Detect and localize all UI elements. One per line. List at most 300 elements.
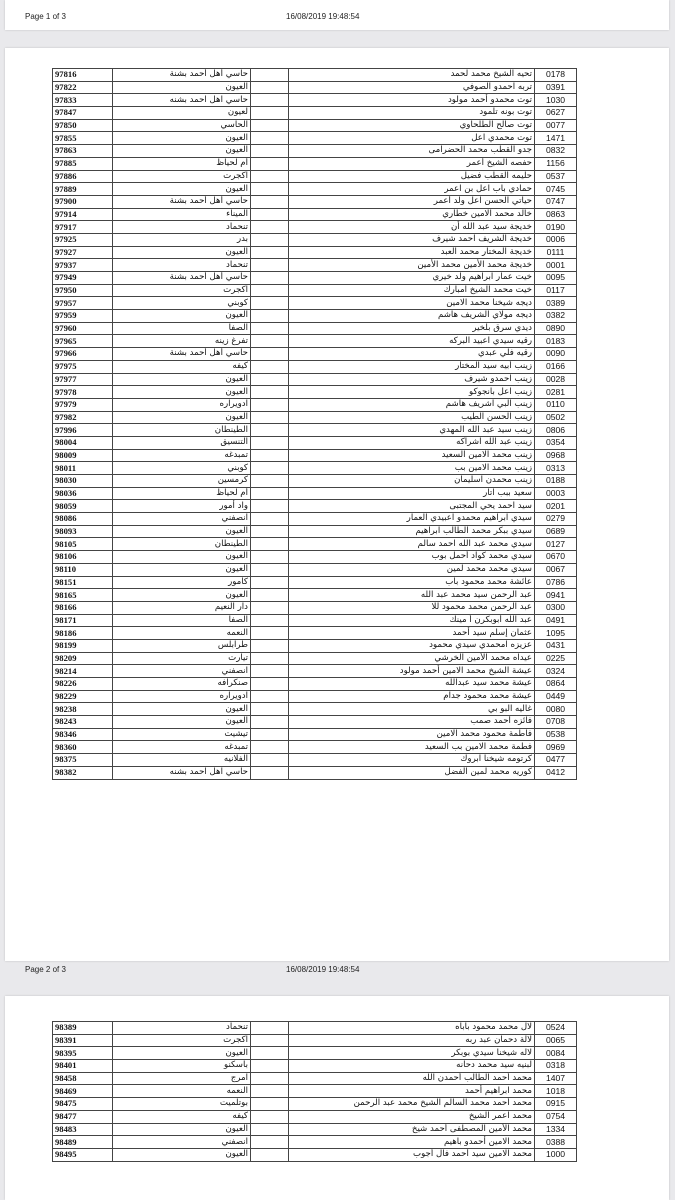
code-cell: 0117 <box>535 284 577 297</box>
place-cell: كامور <box>113 576 251 589</box>
spacer-cell <box>251 183 289 196</box>
spacer-cell <box>251 322 289 335</box>
name-cell: حفصه الشيخ أعمر <box>289 157 535 170</box>
table-row <box>53 665 577 678</box>
table-row <box>53 411 577 424</box>
code-cell: 0225 <box>535 652 577 665</box>
place-cell: حاسي اهل احمد بشنه <box>113 766 251 779</box>
place-cell: كرمسين <box>113 475 251 488</box>
code-cell: 1156 <box>535 157 577 170</box>
spacer-cell <box>251 348 289 361</box>
name-cell: محمد أحمد الطالب أحمدن الله <box>289 1072 535 1085</box>
spacer-cell <box>251 246 289 259</box>
spacer-cell <box>251 627 289 640</box>
record-id-cell: 98004 <box>53 436 113 449</box>
place-cell: الطينطان <box>113 424 251 437</box>
code-cell: 0969 <box>535 741 577 754</box>
name-cell: توت محمدو أحمد مولود <box>289 94 535 107</box>
table-row <box>53 475 577 488</box>
table-row <box>53 284 577 297</box>
record-id-cell: 97917 <box>53 221 113 234</box>
code-cell: 0388 <box>535 1136 577 1149</box>
place-cell: العيون <box>113 1123 251 1136</box>
record-id-cell: 98382 <box>53 766 113 779</box>
place-cell: النعمه <box>113 1085 251 1098</box>
place-cell: النعمه <box>113 627 251 640</box>
record-id-cell: 97960 <box>53 322 113 335</box>
record-id-cell: 98477 <box>53 1110 113 1123</box>
page-header-2 <box>0 963 675 977</box>
table-row <box>53 348 577 361</box>
table-row <box>53 576 577 589</box>
spacer-cell <box>251 614 289 627</box>
spacer-cell <box>251 576 289 589</box>
place-cell: العيون <box>113 373 251 386</box>
code-cell: 0127 <box>535 538 577 551</box>
spacer-cell <box>251 132 289 145</box>
place-cell: العيون <box>113 145 251 158</box>
record-id-cell: 97996 <box>53 424 113 437</box>
name-cell: زينب اعل بانجوكو <box>289 386 535 399</box>
name-cell: محمد الأمين المصطفى أحمد شيخ <box>289 1123 535 1136</box>
code-cell: 0382 <box>535 310 577 323</box>
place-cell: اكجرت <box>113 1034 251 1047</box>
spacer-cell <box>251 678 289 691</box>
name-cell: فطمة محمد الامين بب السعيد <box>289 741 535 754</box>
place-cell: كيفه <box>113 360 251 373</box>
name-cell: زينب محمدن اسليمان <box>289 475 535 488</box>
record-id-cell: 97914 <box>53 208 113 221</box>
spacer-cell <box>251 272 289 285</box>
name-cell: زينب أبيه سيد المختار <box>289 360 535 373</box>
name-cell: محمد الامين سيد أحمد فال أجوب <box>289 1148 535 1161</box>
code-cell: 0111 <box>535 246 577 259</box>
name-cell: سيدي محمد كواد أحمل بوب <box>289 551 535 564</box>
name-cell: خيت عمار ابراهيم ولد خيري <box>289 272 535 285</box>
record-id-cell: 98469 <box>53 1085 113 1098</box>
table-row <box>53 310 577 323</box>
spacer-cell <box>251 716 289 729</box>
table-row <box>53 94 577 107</box>
place-cell: تنحماد <box>113 259 251 272</box>
table-row <box>53 221 577 234</box>
name-cell: ديدي سرق بلخير <box>289 322 535 335</box>
code-cell: 0745 <box>535 183 577 196</box>
table-row <box>53 538 577 551</box>
spacer-cell <box>251 1085 289 1098</box>
record-id-cell: 98165 <box>53 589 113 602</box>
name-cell: فاطمة محمود محمد الامين <box>289 728 535 741</box>
code-cell: 0391 <box>535 81 577 94</box>
record-id-cell: 98375 <box>53 754 113 767</box>
spacer-cell <box>251 513 289 526</box>
name-cell: زينب محمد الامين بب <box>289 462 535 475</box>
record-id-cell: 97959 <box>53 310 113 323</box>
code-cell: 0067 <box>535 563 577 576</box>
spacer-cell <box>251 1148 289 1161</box>
name-cell: عبد الرحمن محمد محمود للا <box>289 601 535 614</box>
table-row <box>53 335 577 348</box>
record-id-cell: 98489 <box>53 1136 113 1149</box>
name-cell: حياتي الحسن اعل ولد أعمر <box>289 195 535 208</box>
spacer-cell <box>251 525 289 538</box>
name-cell: جدو القطب محمد الحضرامى <box>289 145 535 158</box>
table-row <box>53 462 577 475</box>
table-row <box>53 1034 577 1047</box>
name-cell: سيدي محمد محمد لمين <box>289 563 535 576</box>
record-id-cell: 97855 <box>53 132 113 145</box>
place-cell: لعيون <box>113 107 251 120</box>
table-row <box>53 145 577 158</box>
code-cell: 0201 <box>535 500 577 513</box>
table-row <box>53 1085 577 1098</box>
record-id-cell: 98110 <box>53 563 113 576</box>
name-cell: عيشة الشيخ محمد الامين أحمد مولود <box>289 665 535 678</box>
name-cell: سيد احمد يحي المجتبى <box>289 500 535 513</box>
spacer-cell <box>251 398 289 411</box>
spacer-cell <box>251 728 289 741</box>
code-cell: 0832 <box>535 145 577 158</box>
table-row <box>53 1136 577 1149</box>
spacer-cell <box>251 601 289 614</box>
place-cell: العيون <box>113 1047 251 1060</box>
table-row <box>53 1098 577 1111</box>
code-cell: 1407 <box>535 1072 577 1085</box>
code-cell: 1334 <box>535 1123 577 1136</box>
place-cell: العيون <box>113 81 251 94</box>
spacer-cell <box>251 170 289 183</box>
record-id-cell: 97957 <box>53 297 113 310</box>
name-cell: محمد اعمر الشيخ <box>289 1110 535 1123</box>
spacer-cell <box>251 766 289 779</box>
place-cell: العيون <box>113 1148 251 1161</box>
record-id-cell: 97822 <box>53 81 113 94</box>
place-cell: العيون <box>113 551 251 564</box>
table-row <box>53 373 577 386</box>
code-cell: 0968 <box>535 449 577 462</box>
spacer-cell <box>251 1022 289 1035</box>
table-row <box>53 513 577 526</box>
spacer-cell <box>251 195 289 208</box>
name-cell: زينب سيد عبد الله المهدي <box>289 424 535 437</box>
spacer-cell <box>251 462 289 475</box>
place-cell: العيون <box>113 703 251 716</box>
code-cell: 0090 <box>535 348 577 361</box>
name-cell: محمد ابراهيم أحمد <box>289 1085 535 1098</box>
record-id-cell: 98214 <box>53 665 113 678</box>
table-row <box>53 601 577 614</box>
place-cell: تنحماد <box>113 221 251 234</box>
place-cell: امرج <box>113 1072 251 1085</box>
spacer-cell <box>251 1136 289 1149</box>
spacer-cell <box>251 754 289 767</box>
code-cell: 0190 <box>535 221 577 234</box>
record-id-cell: 98059 <box>53 500 113 513</box>
table-row <box>53 272 577 285</box>
code-cell: 0166 <box>535 360 577 373</box>
code-cell: 0001 <box>535 259 577 272</box>
place-cell: دار النعيم <box>113 601 251 614</box>
place-cell: العيون <box>113 411 251 424</box>
place-cell: حاسي أهل أحمد بشنة <box>113 272 251 285</box>
record-id-cell: 98483 <box>53 1123 113 1136</box>
spacer-cell <box>251 1110 289 1123</box>
spacer-cell <box>251 1060 289 1073</box>
table-row <box>53 551 577 564</box>
table-row <box>53 246 577 259</box>
table-row <box>53 754 577 767</box>
name-cell: محمد أحمد محمد السالم الشيخ محمد عبد الرحمن <box>289 1098 535 1111</box>
name-cell: رقيه فلي عبدي <box>289 348 535 361</box>
place-cell: العيون <box>113 132 251 145</box>
spacer-cell <box>251 284 289 297</box>
place-cell: واد أمور <box>113 500 251 513</box>
name-cell: لبنيه سيد محمد دحانه <box>289 1060 535 1073</box>
spacer-cell <box>251 233 289 246</box>
table-row <box>53 716 577 729</box>
code-cell: 0689 <box>535 525 577 538</box>
spacer-cell <box>251 386 289 399</box>
name-cell: زينب الحسن الطيب <box>289 411 535 424</box>
place-cell: حاسي أهل أحمد بشنة <box>113 195 251 208</box>
spacer-cell <box>251 81 289 94</box>
place-cell: الحاسي <box>113 119 251 132</box>
record-id-cell: 97979 <box>53 398 113 411</box>
spacer-cell <box>251 1034 289 1047</box>
spacer-cell <box>251 652 289 665</box>
place-cell: انصفني <box>113 513 251 526</box>
record-id-cell: 98011 <box>53 462 113 475</box>
place-cell: تفرغ زينه <box>113 335 251 348</box>
spacer-cell <box>251 639 289 652</box>
place-cell: العيون <box>113 246 251 259</box>
code-cell: 0431 <box>535 639 577 652</box>
code-cell: 0313 <box>535 462 577 475</box>
name-cell: خيت محمد الشيخ امبارك <box>289 284 535 297</box>
code-cell: 0754 <box>535 1110 577 1123</box>
table-row <box>53 170 577 183</box>
spacer-cell <box>251 741 289 754</box>
table-row <box>53 500 577 513</box>
record-id-cell: 97900 <box>53 195 113 208</box>
record-id-cell: 98106 <box>53 551 113 564</box>
record-id-cell: 98243 <box>53 716 113 729</box>
record-id-cell: 98229 <box>53 690 113 703</box>
record-id-cell: 97816 <box>53 69 113 82</box>
table-row <box>53 652 577 665</box>
page-number-label: Page 2 of 3 <box>25 965 66 974</box>
code-cell: 0084 <box>535 1047 577 1060</box>
place-cell: كوبني <box>113 297 251 310</box>
table-row <box>53 1110 577 1123</box>
code-cell: 0110 <box>535 398 577 411</box>
table-row <box>53 1022 577 1035</box>
name-cell: سيدي ابراهيم محمدو اعبيدي العمار <box>289 513 535 526</box>
place-cell: العيون <box>113 716 251 729</box>
table-row <box>53 1123 577 1136</box>
code-cell: 0188 <box>535 475 577 488</box>
code-cell: 0477 <box>535 754 577 767</box>
code-cell: 0627 <box>535 107 577 120</box>
record-id-cell: 98360 <box>53 741 113 754</box>
place-cell: كوبني <box>113 462 251 475</box>
place-cell: ادويراره <box>113 690 251 703</box>
table-row <box>53 589 577 602</box>
record-id-cell: 97949 <box>53 272 113 285</box>
code-cell: 0786 <box>535 576 577 589</box>
name-cell: كرتومه شيخنا ابروك <box>289 754 535 767</box>
code-cell: 1471 <box>535 132 577 145</box>
record-id-cell: 97847 <box>53 107 113 120</box>
place-cell: الصفا <box>113 322 251 335</box>
record-id-cell: 98391 <box>53 1034 113 1047</box>
spacer-cell <box>251 297 289 310</box>
spacer-cell <box>251 690 289 703</box>
code-cell: 0028 <box>535 373 577 386</box>
code-cell: 0065 <box>535 1034 577 1047</box>
record-id-cell: 98209 <box>53 652 113 665</box>
name-cell: لالة دحمان عبد ربه <box>289 1034 535 1047</box>
name-cell: تربه احمدو الصوفي <box>289 81 535 94</box>
spacer-cell <box>251 94 289 107</box>
place-cell: كيفه <box>113 1110 251 1123</box>
table-row <box>53 1072 577 1085</box>
code-cell: 1000 <box>535 1148 577 1161</box>
code-cell: 0183 <box>535 335 577 348</box>
table-row <box>53 703 577 716</box>
record-id-cell: 98036 <box>53 487 113 500</box>
name-cell: ديجه مولاي الشريف هاشم <box>289 310 535 323</box>
record-id-cell: 98030 <box>53 475 113 488</box>
name-cell: خالد محمد الامين خطاري <box>289 208 535 221</box>
place-cell: الفلانيه <box>113 754 251 767</box>
table-row <box>53 728 577 741</box>
name-cell: توت محمدي اعل <box>289 132 535 145</box>
table-row <box>53 424 577 437</box>
name-cell: زينب محمد الامين السعيد <box>289 449 535 462</box>
place-cell: باسكنو <box>113 1060 251 1073</box>
spacer-cell <box>251 259 289 272</box>
spacer-cell <box>251 538 289 551</box>
code-cell: 0077 <box>535 119 577 132</box>
name-cell: لاله شيخنا سيدي بوبكر <box>289 1047 535 1060</box>
name-cell: توت صالح الطلحاوي <box>289 119 535 132</box>
place-cell: تنحماد <box>113 1022 251 1035</box>
table-row <box>53 487 577 500</box>
records-table-page-2 <box>52 1021 577 1162</box>
place-cell: الميناء <box>113 208 251 221</box>
code-cell: 1030 <box>535 94 577 107</box>
name-cell: فائزه أحمد صمب <box>289 716 535 729</box>
table-row <box>53 195 577 208</box>
code-cell: 0324 <box>535 665 577 678</box>
print-datetime: 16/08/2019 19:48:54 <box>286 965 360 974</box>
place-cell: حاسي أهل أحمد بشنة <box>113 348 251 361</box>
table-row <box>53 741 577 754</box>
table-row <box>53 678 577 691</box>
name-cell: غاليه البو بي <box>289 703 535 716</box>
name-cell: عيشة محمد سيد عبدالله <box>289 678 535 691</box>
code-cell: 1095 <box>535 627 577 640</box>
spacer-cell <box>251 145 289 158</box>
table-row <box>53 436 577 449</box>
code-cell: 0915 <box>535 1098 577 1111</box>
table-row <box>53 360 577 373</box>
record-id-cell: 98199 <box>53 639 113 652</box>
name-cell: خديجة محمد الأمين محمد الأمين <box>289 259 535 272</box>
code-cell: 0412 <box>535 766 577 779</box>
spacer-cell <box>251 703 289 716</box>
spacer-cell <box>251 69 289 82</box>
record-id-cell: 97927 <box>53 246 113 259</box>
code-cell: 0318 <box>535 1060 577 1073</box>
name-cell: لال محمد محمود باباه <box>289 1022 535 1035</box>
spacer-cell <box>251 1123 289 1136</box>
table-row <box>53 297 577 310</box>
code-cell: 0281 <box>535 386 577 399</box>
place-cell: بوتلميت <box>113 1098 251 1111</box>
record-id-cell: 98086 <box>53 513 113 526</box>
spacer-cell <box>251 563 289 576</box>
record-id-cell: 98475 <box>53 1098 113 1111</box>
table-row <box>53 1047 577 1060</box>
place-cell: تيارت <box>113 652 251 665</box>
spacer-cell <box>251 335 289 348</box>
place-cell: الصفا <box>113 614 251 627</box>
place-cell: حاسي اهل احمد بشنه <box>113 94 251 107</box>
spacer-cell <box>251 436 289 449</box>
table-row <box>53 183 577 196</box>
name-cell: عبد الله أبوبكرن أ مينك <box>289 614 535 627</box>
record-id-cell: 98166 <box>53 601 113 614</box>
table-row <box>53 69 577 82</box>
code-cell: 0524 <box>535 1022 577 1035</box>
name-cell: زينب احمدو شيرف <box>289 373 535 386</box>
spacer-cell <box>251 360 289 373</box>
spacer-cell <box>251 487 289 500</box>
spacer-cell <box>251 373 289 386</box>
name-cell: سيدي محمد عبد الله احمد سالم <box>289 538 535 551</box>
record-id-cell: 97982 <box>53 411 113 424</box>
records-table-page-1 <box>52 68 577 780</box>
code-cell: 0080 <box>535 703 577 716</box>
name-cell: عبد الرحمن سيد محمد عبد الله <box>289 589 535 602</box>
code-cell: 0890 <box>535 322 577 335</box>
record-id-cell: 98151 <box>53 576 113 589</box>
record-id-cell: 97885 <box>53 157 113 170</box>
code-cell: 0006 <box>535 233 577 246</box>
spacer-cell <box>251 665 289 678</box>
name-cell: رقيه سيدي اعبيد البركه <box>289 335 535 348</box>
name-cell: محمد الامين أحمدو باهيم <box>289 1136 535 1149</box>
record-id-cell: 98171 <box>53 614 113 627</box>
spacer-cell <box>251 411 289 424</box>
table-row <box>53 386 577 399</box>
page-header-1 <box>0 10 675 24</box>
place-cell: العيون <box>113 310 251 323</box>
print-datetime: 16/08/2019 19:48:54 <box>286 12 360 21</box>
name-cell: سعيد ببب اتار <box>289 487 535 500</box>
record-id-cell: 98495 <box>53 1148 113 1161</box>
table-row <box>53 766 577 779</box>
name-cell: عائشة محمد محمود باب <box>289 576 535 589</box>
record-id-cell: 97978 <box>53 386 113 399</box>
place-cell: العيون <box>113 183 251 196</box>
record-id-cell: 97966 <box>53 348 113 361</box>
place-cell: حاسي أهل أحمد بشنة <box>113 69 251 82</box>
record-id-cell: 97886 <box>53 170 113 183</box>
table-row <box>53 81 577 94</box>
